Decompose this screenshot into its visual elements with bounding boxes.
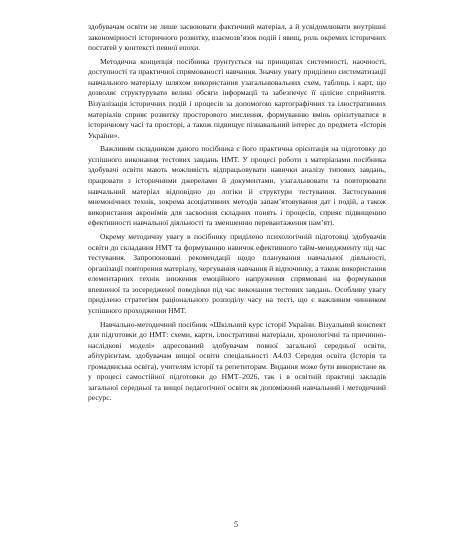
paragraph-practical-orientation: Важливим складником даного посібника є його практична орієнтація на підготовку до успішного виконання тестових завдань НМТ. У процесі роботи з матеріалами посібника здобувачі освіти мають можливість відпрацьовувати навички аналізу типових завдань, працювати з історичними джерелами й документами, узагальнювати та повторювати навчальний матеріал відповідно до логіки й структури тестування. Застосування мнемонічних технік, зокрема асоціативних методів запам’ятовування дат і подій, а також використання акронімів для засвоєння складних понять і процесів, сприяє підвищенню ефективності навчальної діяльності та зменшенню перевантаження пам’яті.	[88, 144, 386, 228]
paragraph-methodology: Методична концепція посібника ґрунтується на принципах системності, наочності, доступності та практичної спрямованості навчання. Значну увагу приділено систематизації навчального матеріалу шляхом використання узагальнювальних схем, таблиць і карт, що дозволяє структурувати великі обсяги інформації та забезпечує її цілісне сприйняття. Візуалізація історичних подій і процесів за допомогою картографічних та ілюстративних матеріалів сприяє розвитку просторового мислення, формуванню вмінь орієнтуватися в історичному часі та просторі, а також підвищує пізнавальний інтерес до предмета «Історія України».	[88, 56, 386, 140]
paragraph-continuation: здобувачам освіти не лише засвоювати фактичний матеріал, а й усвідомлювати внутрішні закономірності історичного розвитку, взаємозв’язок подій і явищ, роль окремих історичних постатей у контексті певної епохи.	[88, 22, 386, 53]
body-text	[88, 22, 386, 407]
paragraph-audience: Навчально-методичний посібник «Шкільний курс історії України. Візуальний конспект для підготовки до НМТ: схеми, карти, ілюстративні матеріали, хронологічні та причинно-наслідкові моделі» адресований здобувачам повної загальної середньої освіти, абітурієнтам, здобувачам вищої освіти спеціальності А4.03 Середня освіта (Історія та громадянська освіта), учителям історії та репетиторам. Видання може бути використане як у процесі самостійної підготовки до НМТ–2026, так і в освітній практиці закладів загальної середньої та вищої педагогічної освіти як допоміжний навчальний і методичний ресурс.	[88, 319, 386, 403]
page-number: 5	[234, 520, 238, 529]
paragraph-psychological-preparation: Окрему методичну увагу в посібнику приділено психологічній підготовці здобувачів освіти до складання НМТ та формуванню навичок ефективного тайм-менеджменту під час тестування. Запропоновані рекомендації щодо планування навчальної діяльності, організації повторення матеріалу, чергування навчання й відпочинку, а також використання елементарних технік зниження емоційного напруження спрямовані на формування впевненої та зосередженої поведінки під час виконання тестових завдань. Особливу увагу приділено стратегіям раціонального розподілу часу на тесті, що є важливим чинником успішного проходження НМТ.	[88, 231, 386, 315]
